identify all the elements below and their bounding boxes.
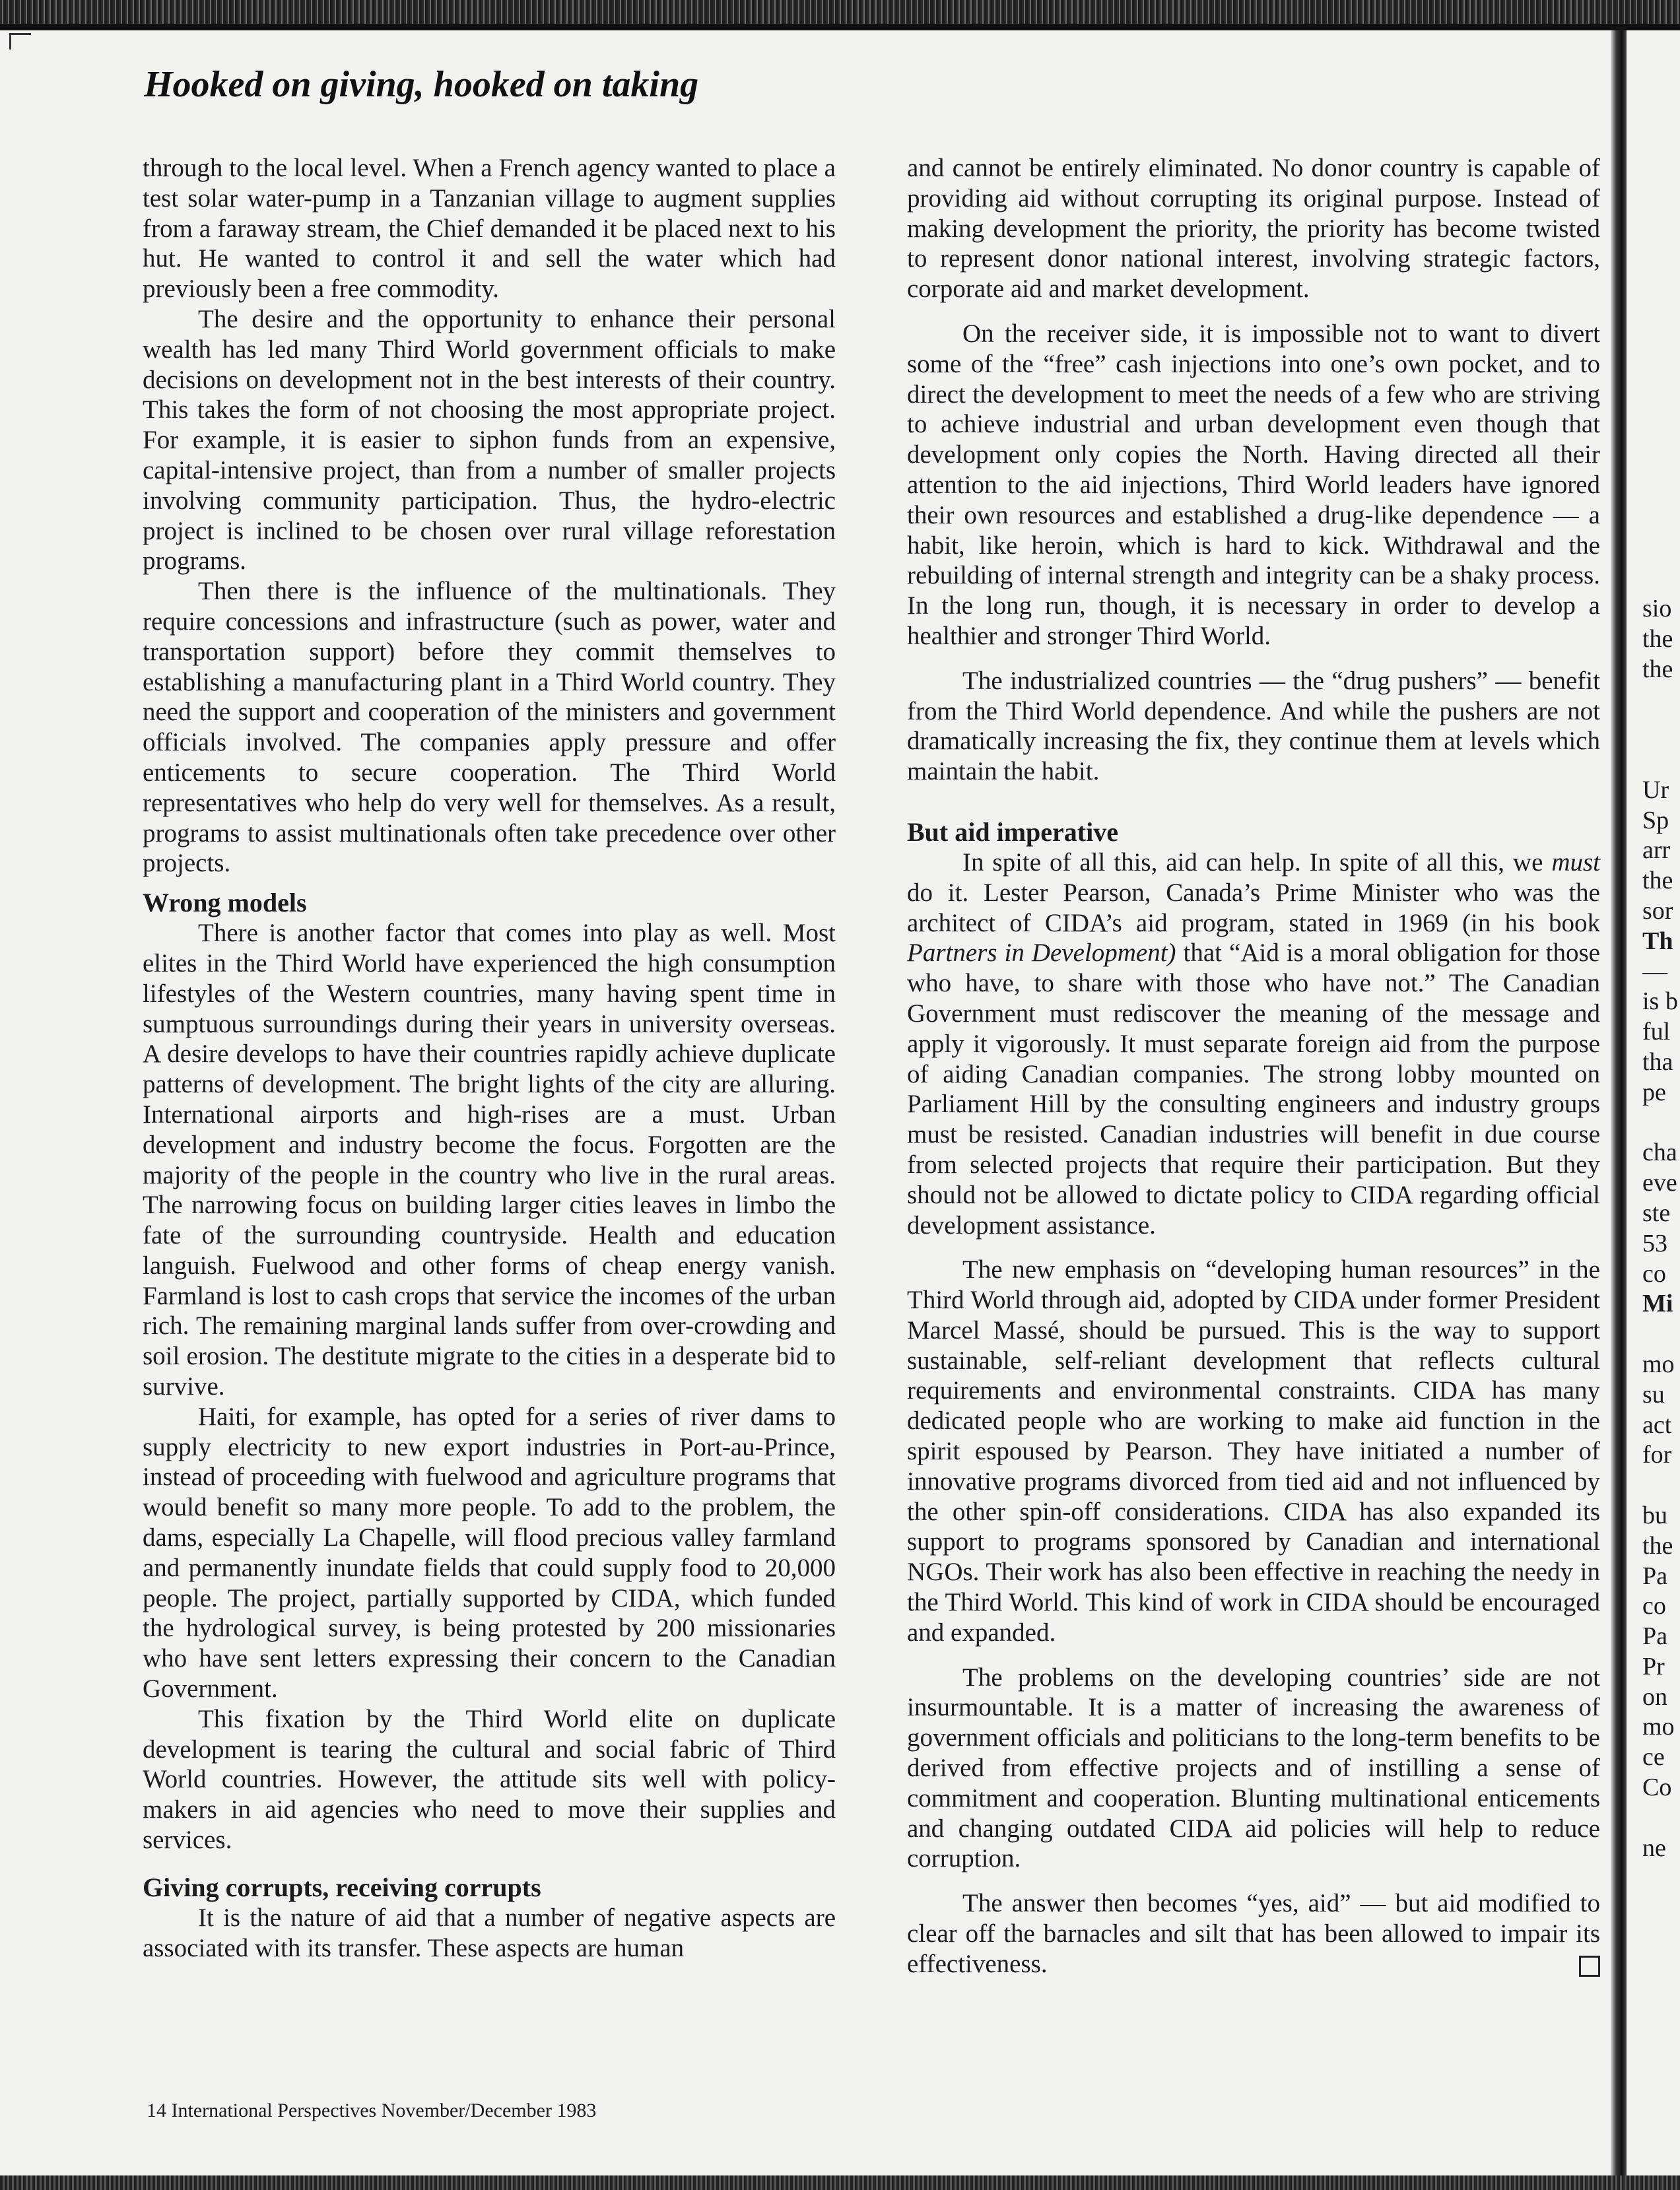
paragraph: Haiti, for example, has opted for a series of river dams to supply electricity to new export industries in Port-au-Prince, instead of proceeding with fuelwood and agriculture programs that would benefit so many more people. To add to the problem, the dams, especially La Chapelle, will flood precious valley farmland and permanently inundate fields that could supply food to 20,000 people. The project, partially supported by CIDA, which funded the hydrological survey, is being protested by 200 missionaries who have sent letters expressing their concern to the Canadian Government. [143, 1402, 836, 1704]
facing-page-fragment: for [1642, 1441, 1672, 1469]
facing-page-fragment: ste [1642, 1199, 1671, 1227]
scan-corner-mark [9, 33, 31, 50]
paragraph: The desire and the opportunity to enhance their personal wealth has led many Third World government officials to make decisions on development not in the best interests of their country. This takes the form of not choosing the most appropriate project. For example, it is easier to siphon funds from an expensive, capital-intensive project, than from a number of smaller projects involving community participation. Thus, the hydro-electric project is inclined to be chosen over rural village reforestation programs. [143, 304, 836, 576]
facing-page-fragment [1642, 1319, 1680, 1350]
facing-page-fragment: Pr [1642, 1652, 1665, 1680]
text-run: In spite of all this, aid can help. In spite of all this, we [962, 847, 1552, 877]
facing-page-fragment: the [1642, 867, 1673, 895]
facing-page-fragment: Pa [1642, 1562, 1667, 1590]
facing-page-fragment: su [1642, 1380, 1665, 1409]
facing-page-fragment: bu [1642, 1501, 1667, 1529]
facing-page-fragment: cha [1642, 1139, 1677, 1167]
right-column [907, 153, 1600, 1979]
end-of-article-mark [1579, 1956, 1600, 1977]
paragraph: and cannot be entirely eliminated. No donor country is capable of providing aid without corrupting its original purpose. Instead of making development the priority, the priority has become twisted to represent donor national interest, involving strategic factors, corporate aid and market development. [907, 154, 1600, 304]
paragraph: through to the local level. When a French agency wanted to place a test solar water-pump in a Tanzanian village to augment supplies from a faraway stream, the Chief demanded it be placed next to his hut. He wanted to control it and sell the water which had previously been a free commodity. [143, 154, 836, 304]
facing-page-fragment: sio [1642, 595, 1672, 622]
facing-page-fragment [1642, 1803, 1680, 1834]
facing-page-fragment [1642, 715, 1680, 745]
facing-page-fragment: Mi [1642, 1290, 1673, 1318]
text-run: do it. Lester Pearson, Canada’s Prime Minister who was the architect of CIDA’s aid program, stated in 1969 (in his book [907, 878, 1600, 937]
facing-page-fragment: the [1642, 655, 1673, 683]
page-footer: 14 International Perspectives November/December 1983 [147, 2100, 597, 2121]
binding-gutter [1611, 30, 1627, 2177]
facing-page-fragment [1642, 1471, 1680, 1501]
facing-page-fragment: is b [1642, 987, 1678, 1016]
paragraph: On the receiver side, it is impossible not to want to divert some of the “free” cash injections into one’s own pocket, and to direct the development to meet the needs of a few who are striving to achieve industrial and urban development even though that development only copies the North. Having directed all their attention to the aid injections, Third World leaders have ignored their own resources and established a drug-like dependence — a habit, like heroin, which is hard to kick. Withdrawal and the rebuilding of internal strength and integrity can be a shaky process. In the long run, though, it is necessary in order to develop a healthier and stronger Third World. [907, 319, 1600, 650]
paragraph: Then there is the influence of the multinationals. They require concessions and infrastructure (such as power, water and transportation support) before they commit themselves to establishing a manufacturing plant in a Third World country. They need the support and cooperation of the ministers and government officials involved. The companies apply pressure and offer enticements to secure cooperation. The Third World representatives who help do very well for themselves. As a result, programs to assist multinationals often take precedence over other projects. [143, 577, 836, 878]
facing-page-fragment: the [1642, 624, 1673, 653]
scan-top-edge [0, 0, 1680, 30]
paragraph: The problems on the developing countries’ side are not insurmountable. It is a matter of increasing the awareness of government officials and politicians to the long-term benefits to be derived from effective projects and of instilling a sense of commitment and cooperation. Blunting multinational enticements and changing outdated CIDA aid policies will help to reduce corruption. [907, 1663, 1600, 1873]
scan-bottom-edge [0, 2175, 1680, 2190]
paragraph: There is another factor that comes into play as well. Most elites in the Third World have experienced the high consumption lifestyles of the Western countries, many having spent time in sumptuous surroundings during their years in university overseas. A desire develops to have their countries rapidly achieve duplicate patterns of development. The bright lights of the city are alluring. International airports and high-rises are a must. Urban development and industry become the focus. Forgotten are the majority of the people in the country who live in the rural areas. The narrowing focus on building larger cities leaves in limbo the fate of the surrounding countryside. Health and education languish. Fuelwood and other forms of cheap energy vanish. Farmland is lost to cash crops that service the incomes of the urban rich. The remaining marginal lands suffer from over-crowding and soil erosion. The destitute migrate to the cities in a desperate bid to survive. [143, 919, 836, 1401]
facing-page-fragment: Th [1642, 927, 1673, 955]
facing-page-edge [1642, 594, 1680, 2046]
facing-page-fragment [1642, 684, 1680, 715]
paragraph-pearson [907, 847, 1600, 1240]
text-run: that “Aid is a moral obligation for those who have, to share with those who have not.” The Canadian Government must rediscover the meaning of the message and apply it vigorously. It must separate foreign aid from the purpose of aiding Canadian companies. The strong lobby mounted on Parliament Hill by the consulting engineers and industry groups must be resisted. Canadian industries will benefit in due course from selected projects that require their participation. But they should not be allowed to dictate policy to CIDA regarding official development assistance. [907, 939, 1600, 1240]
paragraph: The new emphasis on “developing human resources” in the Third World through aid, adopted by CIDA under former President Marcel Massé, should be pursued. This is the way to support sustainable, self-reliant development that reflects cultural requirements and environmental constraints. CIDA has many dedicated people who are working to make aid function in the spirit espoused by Pearson. They have initiated a number of innovative programs divorced from tied aid and not influenced by the other spin-off considerations. CIDA has also expanded its support to programs sponsored by Canadian and international NGOs. Their work has also been effective in reaching the needy in the Third World. This kind of work in CIDA should be encouraged and expanded. [907, 1255, 1600, 1647]
facing-page-fragment: sor [1642, 896, 1673, 925]
facing-page-fragment: co [1642, 1592, 1666, 1620]
facing-page-fragment: pe [1642, 1078, 1666, 1106]
paragraph: This fixation by the Third World elite on duplicate development is tearing the cultural and social fabric of Third World countries. However, the attitude sits well with policy-makers in aid agencies who need to move their supplies and services. [143, 1704, 836, 1855]
emphasis-must: must [1551, 847, 1600, 877]
paragraph-final [907, 1888, 1600, 1979]
paragraph: It is the nature of aid that a number of negative aspects are associated with its transfer. These aspects are human [143, 1903, 836, 1962]
facing-page-fragment: ful [1642, 1018, 1671, 1046]
facing-page-fragment: arr [1642, 836, 1671, 865]
facing-page-fragment: co [1642, 1259, 1666, 1288]
facing-page-fragment: tha [1642, 1047, 1673, 1076]
facing-page-fragment: Pa [1642, 1622, 1667, 1651]
facing-page-fragment: act [1642, 1410, 1672, 1439]
text-run: The answer then becomes “yes, aid” — but aid modified to clear off the barnacles and silt that has been allowed to impair its effectiveness. [907, 1889, 1600, 1978]
facing-page-fragment: mo [1642, 1713, 1675, 1741]
facing-page-fragment: ce [1642, 1743, 1665, 1772]
section-heading-wrong-models: Wrong models [143, 888, 307, 918]
book-title: Partners in Development) [907, 939, 1176, 968]
facing-page-fragment: — [1642, 957, 1667, 985]
facing-page-fragment: the [1642, 1531, 1673, 1560]
left-column [143, 153, 836, 1963]
section-heading-giving-corrupts: Giving corrupts, receiving corrupts [143, 1872, 541, 1902]
facing-page-fragment [1642, 745, 1680, 776]
section-heading-but-aid-imperative: But aid imperative [907, 816, 1118, 847]
paragraph: The industrialized countries — the “drug pushers” — benefit from the Third World dependence. And while the pushers are not dramatically increasing the fix, they continue them at levels which maintain the habit. [907, 666, 1600, 786]
facing-page-fragment: on [1642, 1682, 1667, 1711]
facing-page-fragment: Ur [1642, 776, 1669, 804]
facing-page-fragment: mo [1642, 1350, 1675, 1378]
facing-page-fragment: eve [1642, 1169, 1677, 1197]
facing-page-fragment: ne [1642, 1834, 1666, 1862]
facing-page-fragment: Sp [1642, 806, 1669, 834]
facing-page-fragment: 53 [1642, 1229, 1667, 1257]
article-headline: Hooked on giving, hooked on taking [144, 64, 699, 105]
facing-page-fragment: Co [1642, 1774, 1672, 1802]
facing-page-fragment [1642, 1108, 1680, 1139]
